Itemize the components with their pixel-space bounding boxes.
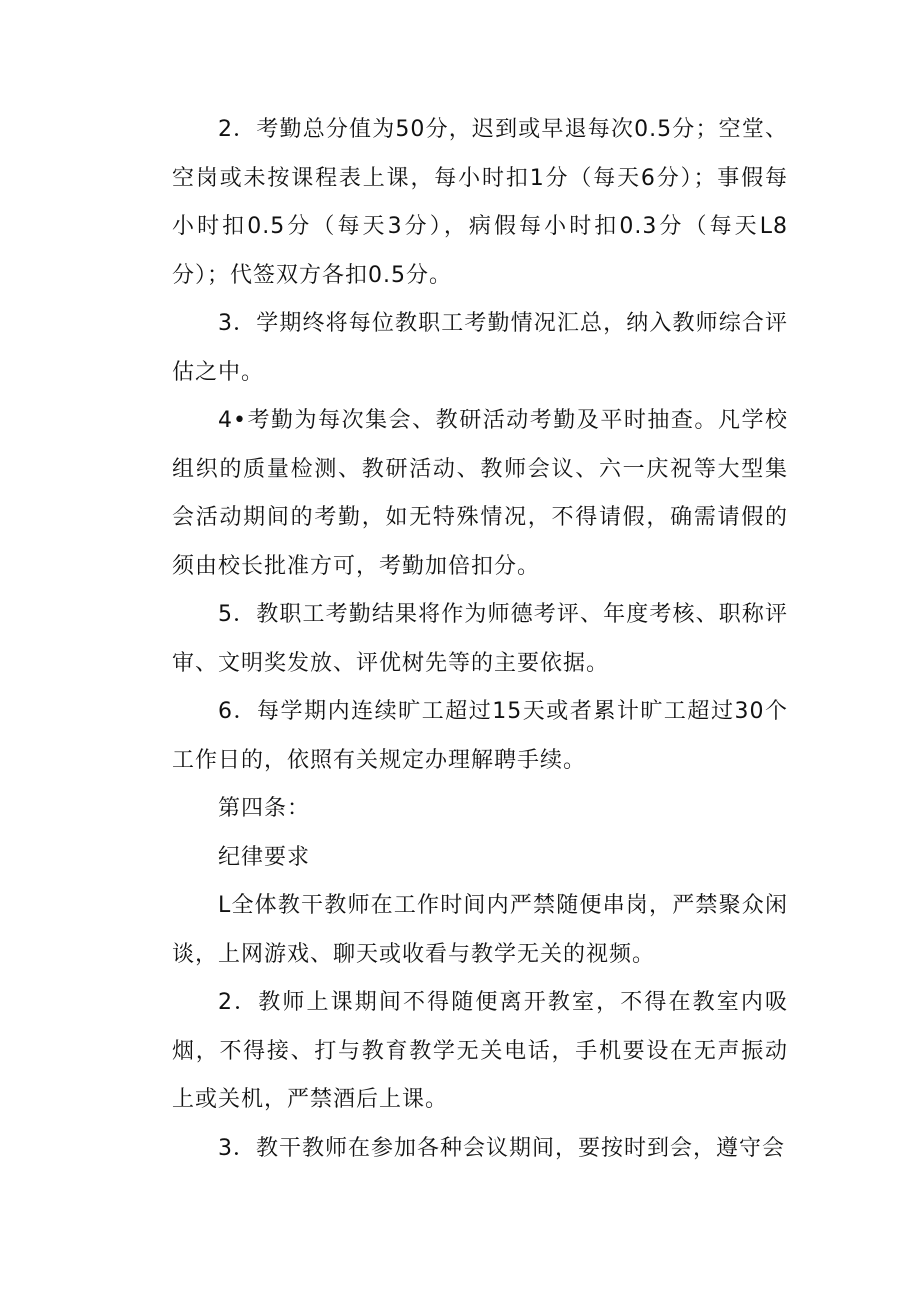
paragraph-no-wandering: L全体教干教师在工作时间内严禁随便串岗，严禁聚众闲谈，上网游戏、聊天或收看与教学无关的视频。: [172, 893, 788, 967]
paragraph-absence-dismissal: 6．每学期内连续旷工超过15天或者累计旷工超过30个工作日的，依照有关规定办理解聘手续。: [172, 699, 788, 773]
article-heading: 第四条：: [218, 796, 311, 821]
paragraph-class-conduct: 2．教师上课期间不得随便离开教室，不得在教室内吸烟，不得接、打与教育教学无关电话，手机要设在无声振动上或关机，严禁酒后上课。: [172, 990, 788, 1112]
paragraph-attendance-scoring: 2．考勤总分值为50分，迟到或早退每次0.5分；空堂、空岗或未按课程表上课，每小时扣1分（每天6分）；事假每小时扣0.5分（每天3分），病假每小时扣0.3分（每天L8分）；代签双方各扣0.5分。: [172, 117, 788, 288]
paragraph-meeting-conduct: 3．教干教师在参加各种会议期间，要按时到会，遵守会: [218, 1135, 785, 1161]
paragraph-attendance-checks: 4•考勤为每次集会、教研活动考勤及平时抽查。凡学校组织的质量检测、教研活动、教师会议、六一庆祝等大型集会活动期间的考勤，如无特殊情况，不得请假，确需请假的须由校长批准方可，考勤加倍扣分。: [172, 408, 788, 579]
paragraph-attendance-results: 5．教职工考勤结果将作为师德考评、年度考核、职称评审、文明奖发放、评优树先等的主要依据。: [172, 602, 788, 676]
document-page: [172, 106, 788, 1173]
section-title-discipline: 纪律要求: [218, 844, 311, 870]
paragraph-term-summary: 3．学期终将每位教职工考勤情况汇总，纳入教师综合评估之中。: [172, 311, 788, 385]
